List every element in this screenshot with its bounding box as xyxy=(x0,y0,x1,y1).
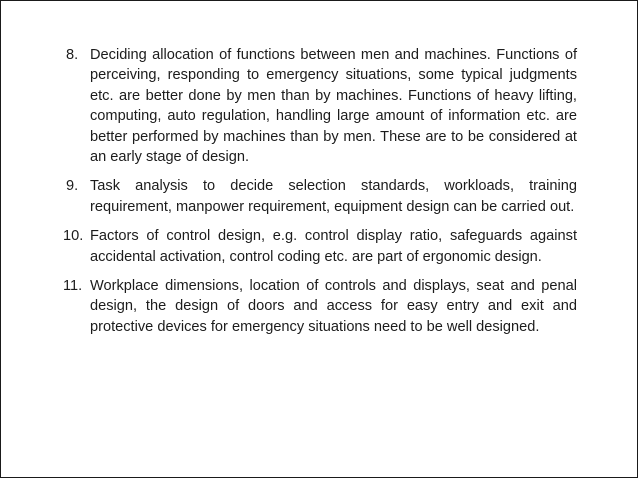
list-item xyxy=(63,176,577,217)
list-item xyxy=(63,226,577,267)
numbered-list xyxy=(63,45,577,346)
list-item-text: Factors of control design, e.g. control display ratio, safeguards against accidental activation, control coding etc. are part of ergonomic design. xyxy=(90,228,577,265)
list-item-text: Deciding allocation of functions between men and machines. Functions of perceiving, responding to emergency situations, some typical judgments etc. are better done by men than by machines. Functions of heavy lifting, computing, auto regulation, handling large amount of information etc. are better performed by machines than by men. These are to be considered at an early stage of design. xyxy=(90,47,577,166)
list-item-number: 11. xyxy=(63,278,83,295)
list-item-text: Workplace dimensions, location of controls and displays, seat and penal design, the design of doors and access for easy entry and exit and protective devices for emergency situations need to be well designed. xyxy=(90,278,577,335)
list-item xyxy=(63,276,577,337)
list-item-number: 10. xyxy=(63,228,84,245)
list-item-number: 9. xyxy=(66,178,79,195)
list-item-text: Task analysis to decide selection standards, workloads, training requirement, manpower requirement, equipment design can be carried out. xyxy=(90,178,577,215)
list-item-number: 8. xyxy=(66,47,79,63)
list-item xyxy=(63,45,577,167)
